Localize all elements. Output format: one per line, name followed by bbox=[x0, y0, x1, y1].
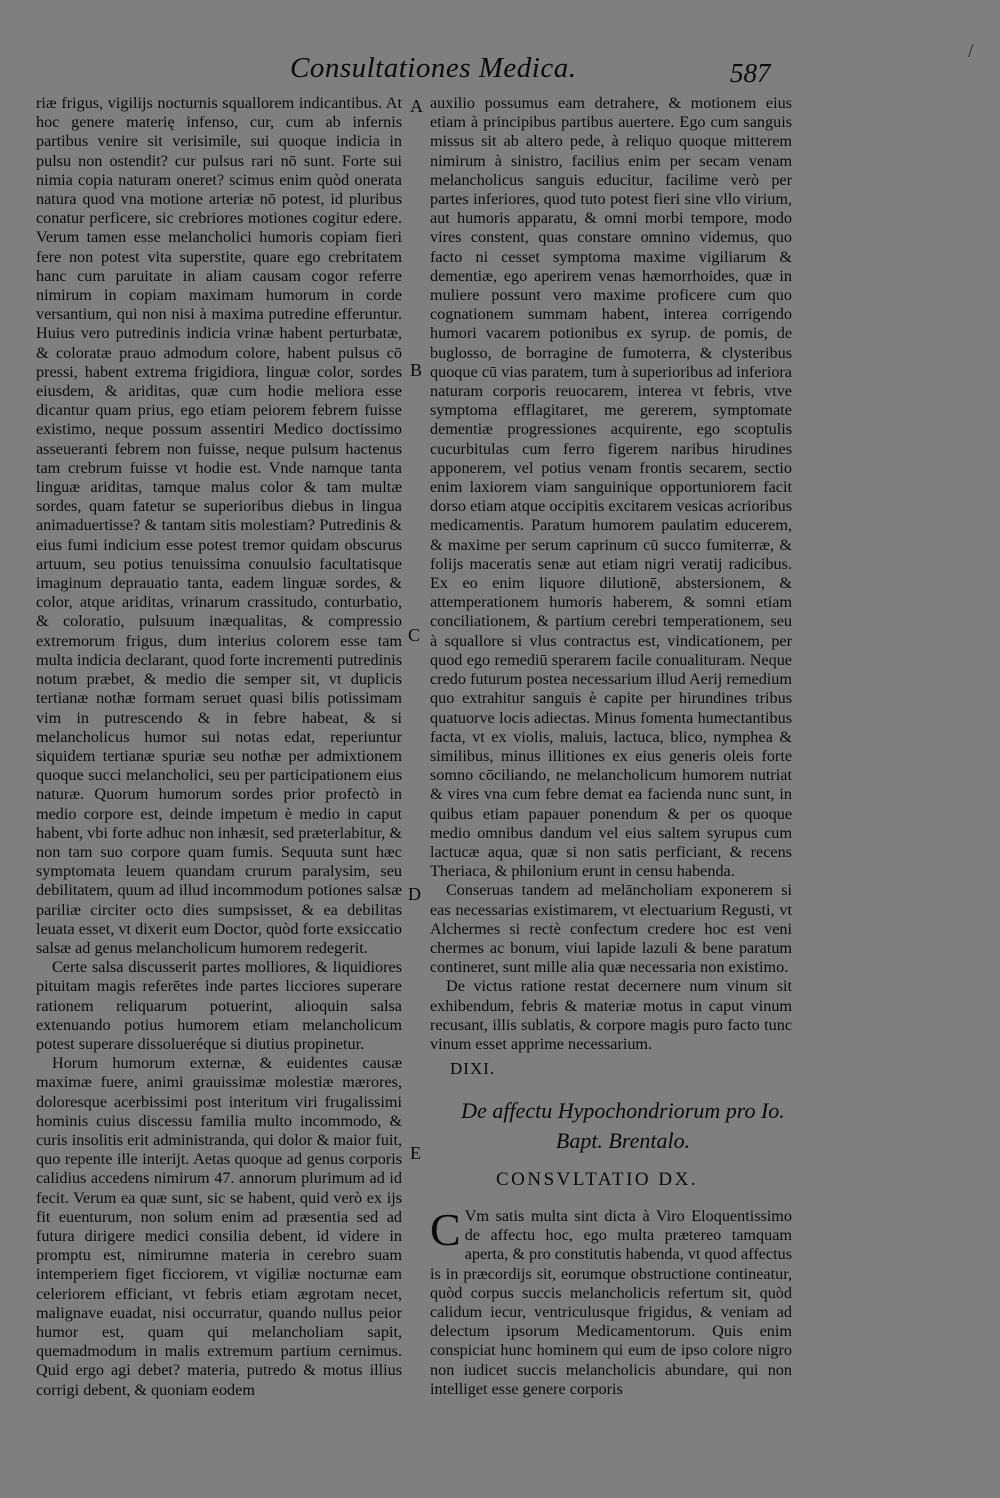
left-paragraph-2: Certe salsa discusserit partes molliores, & liquidiores pituitam magis referētes inde partes licciores superare rationem reliquarum potuerint, alioquin salsa extenuando potius humorem etiam melancholicum potest superare dissolueréque si diutius propinetur. bbox=[36, 958, 402, 1053]
margin-letter-e: E bbox=[410, 1143, 421, 1163]
right-paragraph-3: De victus ratione restat decernere num vinum sit exhibendum, febris & materiæ motus in caput vinum recusant, illis sublatis, & corpore magis puro facto tunc vinum esset apprime necessarium. bbox=[430, 977, 792, 1053]
drop-cap: C bbox=[430, 1204, 461, 1255]
left-paragraph-3: Horum humorum externæ, & euidentes causæ maximæ fuere, animi grauissimæ molestiæ mærores, doloresque acerbissimi post interitum viri frugalissimi hominis cuius discessu familia multo incommodo, & curis insolitis erit administranda, qui dolor & maior fuit, quo repente ille interijt. Aetas quoque ad genus corporis calidius accedens nimirum 47. annorum plurimum ad id fecit. Verum ea quæ sunt, sic se habent, quid verò ex ijs fit euenturum, non solum enim ad præsentia sed ad futura dirigere medici consilia debent, id videre in promptu est, nimirumne materia in cerebro suam intemperiem figet ficciorem, vt vigiliæ nocturnæ eam celeriorem efficiant, vt febris etiam ægrotam necet, malignave euadat, nisi occurratur, quando nullus peior humor est, quam qui melancholiam sapit, quemadmodum in malis extremum partium cernimus. Quid ergo agi debet? materia, putredo & motus illius corrigi debent, & quoniam eodem bbox=[36, 1054, 402, 1399]
closing-dixi: DIXI. bbox=[450, 1059, 496, 1078]
running-title: Consultationes Medica. bbox=[290, 52, 577, 84]
right-paragraph-2: Conseruas tandem ad melāncholiam exponerem si eas necessarias existimarem, vt electuarium Regusti, vt Alchermes si rectè confectum credere hoc est veni chermes ac bonum, viui lapide lazuli & bene paratum contineret, sunt mille alia quæ necessaria non existimo. bbox=[430, 881, 792, 977]
section-heading bbox=[448, 1096, 798, 1156]
consultation-text: Vm satis multa sint dicta à Viro Eloquentissimo de affectu hoc, ego multa prætereo tamquam aperta, & pro constitutis habenda, vt quod affectus is in præcordijs sit, eorumque obstructione contineatur, quòd corpus succis melancholicis refertum sit, quòd calidum iecur, ventriculusque frigidus, & veniam ad delectum ipsorum Medicamentorum. Quis enim conspiciat hunc hominem qui eum de ipso colore nigro non iudicet succis melancholicis abundare, qui non intelliget esse genere corporis bbox=[430, 1207, 792, 1398]
right-paragraph-1: auxilio possumus eam detrahere, & motionem eius etiam à principibus partibus auertere. Ego cum sanguis missus sit ab altero pede, à reliquo quoque mitterem nimirum à sinistro, facilius enim per secam venam melancholicus sanguis educitur, facilime verò per partes inferiores, quod tuto potest fieri sine vllo virium, aut humoris apparatu, & omni morbi tempore, modo vires constent, quas constare omnino videmus, quo facto ni cesset symptoma maxime vigiliarum & dementiæ, ego aperirem venas hæmorrhoides, quæ in muliere possunt vero maxime proficere cum quo cognationem summam habent, interea corrigendo humori vacarem potionibus ex syrup. de pomis, de buglosso, de borragine de fumoterra, & clysteribus quoque cū vias paratem, tum à superioribus ad inferiora naturam corporis reuocarem, interea vt febris, vtve symptoma efflagitaret, me gererem, symptomate dementiæ progressiones acquirente, ego scoptulis cucurbitulas cum ferro figerem naribus hirudines apponerem, vel potius venam frontis secarem, sectio enim laxiorem viam sanguinique opportuniorem facit dorso etiam atque occipitis excitarem vesicas acrioribus medicamentis. Paratum humorem paulatim educerem, & maxime per serum caprinum cū succo fumiterræ, & folijs maceratis senæ aut etiam nigri veratij radicibus. Ex eo enim liquore dilutionē, abstersionem, & attemperationem humoris haberem, & somni etiam conciliationem, & partium cerebri temperationem, seu à squallore si vlus contractus est, vindicationem, per quod ego remediū sperarem facile conualituram. Neque credo futurum postea necessarium illud Aerij remedium quo extrahitur sanguis è capite per hirundines tribus quatuorve locis adiectas. Minus fomenta humectantibus facta, vt ex violis, maluis, lactuca, blico, nymphea & similibus, minus illitiones ex eius generis oleis forte somno cōciliando, ne melancholicum humorem nutriat & vires vna cum febre demat ea facienda nunc sunt, in quibus etiam papauer ponendum & per os quoque medio omnibus dandum vel eius saltem syrupus cum lactucæ aqua, quæ si non satis perficiant, & recens Theriaca, & philonium erunt in censu habenda. bbox=[430, 94, 792, 881]
section-heading-line-2: Bapt. Brentalo. bbox=[555, 1128, 691, 1153]
consultation-body bbox=[430, 1204, 792, 1399]
margin-letter-b: B bbox=[410, 360, 423, 380]
section-heading-line-1: De affectu Hypochondriorum pro Io. bbox=[461, 1098, 785, 1123]
margin-letter-d: D bbox=[408, 884, 421, 904]
left-column bbox=[36, 94, 402, 1400]
right-column bbox=[430, 94, 792, 1054]
left-paragraph-1: riæ frigus, vigilijs nocturnis squallorem indicantibus. At hoc genere materię infenso, cur, cum ab infernis partibus venire sit verisimile, sui quoque indicia in pulsu non ostendit? cur pulsus rari nō sunt. Forte sui nimia copia naturam oneret? scimus enim quòd onerata natura quod vna motione arteriæ nō potest, id pluribus conatur perficere, sic crebriores motiones cogitur edere. Verum tamen esse melancholici humoris copiam fieri fere non potest vita superstite, quare ego crebritatem hanc cum paruitate in aliam causam cogor referre nimirum in copiam maximam humorum in corde versantium, qui non nisi à maxima putredine efferuntur. Huius vero putredinis indicia vrinæ habent perturbatæ, & coloratæ prauo admodum colore, habent pulsus cō pressi, habent extrema frigidiora, linguæ color, sordes eiusdem, & ariditas, quæ cum hodie meliora esse dicantur quam prius, ego etiam peiorem febrem fuisse existimo, neque possum assentiri Medico doctissimo asseueranti febrem non fuisse, neque pulsum hactenus tam crebrum fuisse vt hodie est. Vnde namque tanta linguæ ariditas, tamque malus color & tam multæ sordes, quam fatetur se superioribus diebus in lingua animaduertisse? & tantam sitis molestiam? Putredinis & eius fumi indicium esse potest tremor quidam obscurus artuum, seu potius tenuissima conuulsio facultatisque imaginum deprauatio tanta, eadem linguæ sordes, & color, atque ariditas, vrinarum crassitudo, conturbatio, & coloratio, pulsuum inæqualitas, & compressio extremorum frigus, dum interius colorem esse tam multa indicia declarant, quod forte incrementi putredinis notum præbet, & medio die semper sit, vt duplicis tertianæ nothæ formam seruet quasi bilis potissimam vim in putrescendo & in febre habeat, & si melancholicus humor sui notas edat, reperiuntur siquidem tertianæ spuriæ seu nothæ per admixtionem quoque succi melancholici, seu per participationem eius naturæ. Quorum humorum sordes prior profectò in medio corpore est, deinde impetum è medio in caput habent, vbi forte adhuc non inhæsit, sed præterlabitur, & non tam suo corpore quam fumis. Sequuta sunt hæc symptomata leuem quandam crurum paralysim, seu debilitatem, quum ad illud incommodum potiones salsæ pariliæ circiter octo dies sumpsisset, & ea debilitas leuata esset, vt dixerit eum Doctor, quòd forte exsiccatio salsæ ad genus melancholicum humorem redegerit. bbox=[36, 94, 402, 957]
margin-letter-c: C bbox=[408, 625, 421, 645]
page-number: 587 bbox=[730, 58, 771, 88]
margin-letter-a: A bbox=[410, 96, 423, 116]
consultation-title: CONSVLTATIO DX. bbox=[496, 1169, 699, 1190]
page-edge-mark: / bbox=[968, 40, 974, 62]
